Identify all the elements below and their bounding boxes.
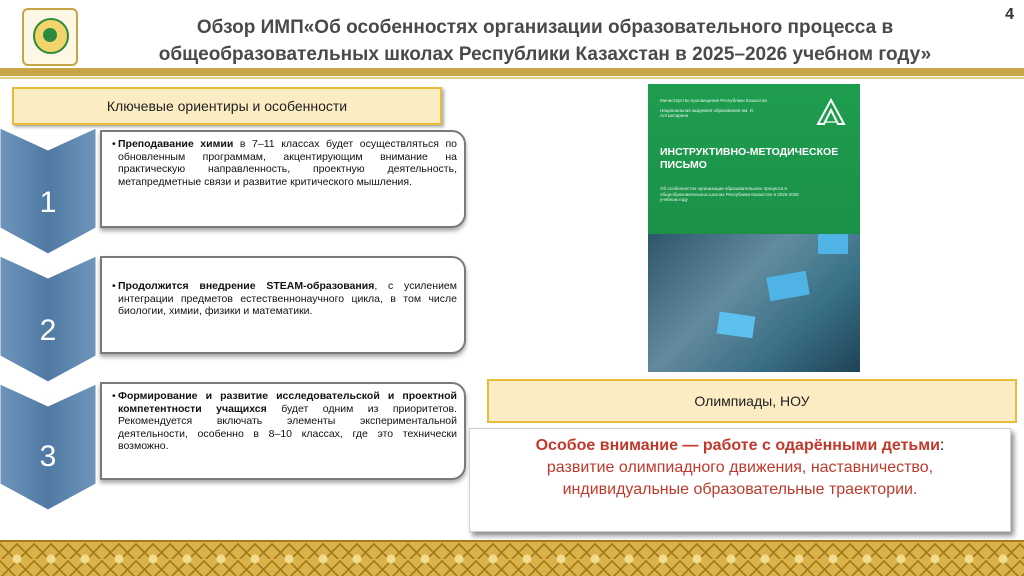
- step-number-3: 3: [39, 440, 57, 473]
- item-text: [118, 280, 457, 318]
- note-line1: [470, 435, 1010, 457]
- section-heading: Ключевые ориентиры и особенности: [12, 87, 442, 125]
- item-body: будет одним из приоритетов. Рекомендуется включать элементы экспериментальной деятельности, особенно в 8–10 классах, где это технически возможно.: [118, 402, 457, 453]
- list-item: [100, 382, 466, 480]
- item-text: [118, 138, 457, 188]
- gifted-children-note: [469, 428, 1011, 532]
- cover-ministry: Министерство просвещения Республики Казахстан: [660, 98, 767, 103]
- list-item: [100, 256, 466, 354]
- academy-logo-icon: [816, 98, 846, 128]
- flag-shape: [818, 234, 848, 254]
- note-line2: развитие олимпиадного движения, наставничество,: [546, 459, 934, 476]
- step-number-2: 2: [39, 314, 57, 347]
- cover-subtitle: Об особенностях организации образовательного процесса в общеобразовательных школах Республики Казахстан в 2025-2026 учебном году: [660, 186, 799, 202]
- item-bold: Преподавание химии: [118, 138, 234, 150]
- bullet: •: [112, 390, 116, 402]
- note-line3: индивидуальные образовательные траектории.: [562, 481, 918, 498]
- item-body: , с усилением интеграции предметов естественнонаучного цикла, в том числе биологии, химии, физики и математики.: [118, 280, 457, 318]
- cover-photo-students: [648, 234, 860, 372]
- page-title-line2: общеобразовательных школах Республики Казахстан в 2025–2026 учебном году»: [158, 44, 932, 65]
- emblem-center: [43, 28, 57, 42]
- note-highlight: Особое внимание — работе с одарёнными детьми: [535, 437, 940, 454]
- note-colon: :: [939, 437, 945, 454]
- header-divider-thin: [0, 77, 1024, 79]
- list-item: [100, 130, 466, 228]
- item-bold: Продолжится внедрение STEAM-образования: [118, 280, 375, 292]
- page-title-line1: Обзор ИМП«Об особенностях организации образовательного процесса в: [196, 17, 894, 38]
- page-number: 4: [1005, 6, 1014, 23]
- item-bold: Формирование и развитие исследовательской и проектной компетентности учащихся: [118, 390, 457, 415]
- cover-academy: Национальная академия образования им. И. Алтынсарина: [660, 107, 755, 118]
- bullet: •: [112, 138, 116, 150]
- ornament-border: [0, 540, 1024, 576]
- cover-ministry-text: [660, 98, 770, 119]
- olympiad-box: Олимпиады, НОУ: [487, 379, 1017, 423]
- school-emblem-logo: [22, 8, 78, 66]
- header-divider: [0, 68, 1024, 76]
- bullet: •: [112, 280, 116, 292]
- item-body: в 7–11 классах будет осуществляться по обновленным программам, акцентирующим внимание на практическую направленность, проектную деятельность, метапредметные связи и развитие критического мышления.: [118, 138, 457, 188]
- page-title: [120, 14, 970, 68]
- methodical-letter-cover-image: [648, 84, 860, 372]
- step-number-1: 1: [39, 186, 57, 219]
- item-text: [118, 390, 457, 453]
- cover-title: ИНСТРУКТИВНО-МЕТОДИЧЕСКОЕ ПИСЬМО: [660, 146, 839, 171]
